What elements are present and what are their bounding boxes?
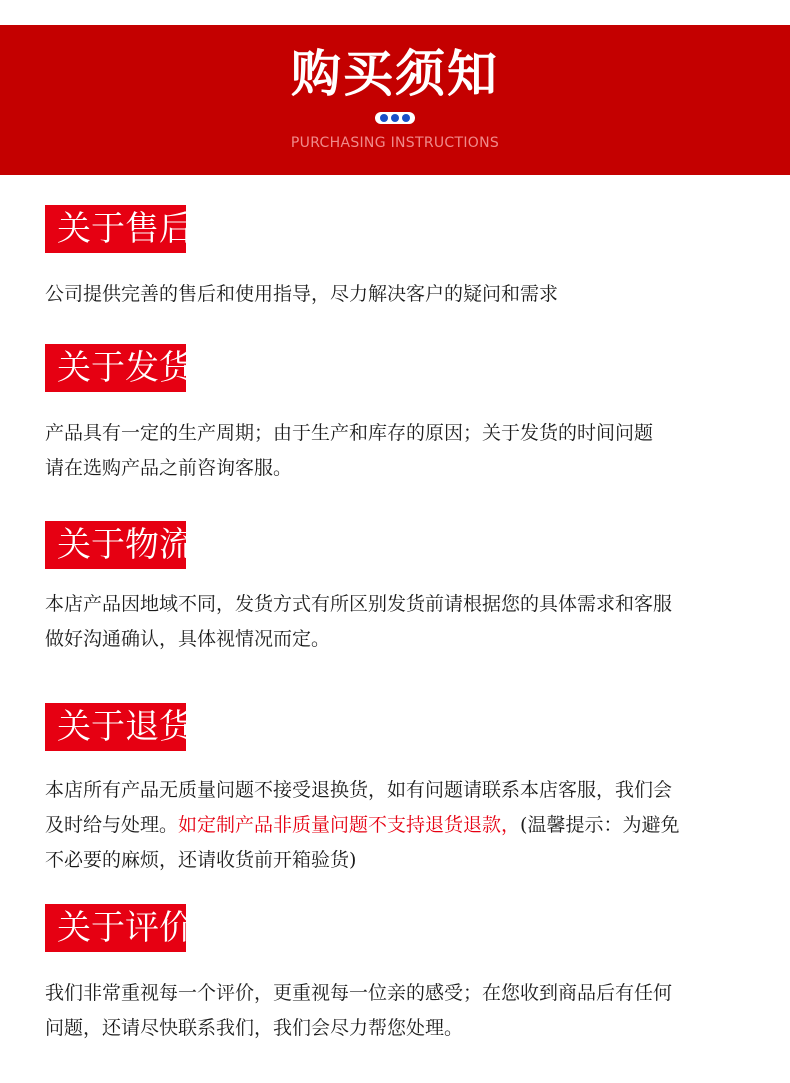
body-line: 我们非常重视每一个评价，更重视每一位亲的感受；在您收到商品后有任何	[45, 982, 673, 1004]
body-line: 做好沟通确认，具体视情况而定。	[45, 628, 331, 650]
body-line: 本店产品因地域不同，发货方式有所区别发货前请根据您的具体需求和客服	[45, 593, 673, 615]
body-line	[45, 808, 755, 843]
page-subtitle: PURCHASING INSTRUCTIONS	[290, 135, 500, 151]
section-after-sales	[45, 205, 755, 312]
body-line: 本店所有产品无质量问题不接受退换货，如有问题请联系本店客服，我们会	[45, 779, 673, 801]
section-title: 关于退货	[45, 703, 186, 751]
section-shipping	[45, 344, 755, 486]
section-body	[45, 277, 755, 312]
section-reviews	[45, 904, 755, 1046]
section-body	[45, 773, 755, 878]
dot-icon	[402, 114, 410, 122]
section-title: 关于发货	[45, 344, 186, 392]
body-line: 问题，还请尽快联系我们，我们会尽力帮您处理。	[45, 1017, 464, 1039]
body-text: 及时给与处理。	[45, 814, 179, 836]
decorative-dots	[375, 112, 415, 124]
body-text: (温馨提示：为避免	[520, 814, 680, 836]
section-body	[45, 976, 755, 1046]
section-title: 关于物流	[45, 521, 186, 569]
page-title: 购买须知	[291, 45, 499, 103]
section-title: 关于售后	[45, 205, 186, 253]
section-body	[45, 416, 755, 486]
dot-icon	[391, 114, 399, 122]
body-line: 公司提供完善的售后和使用指导，尽力解决客户的疑问和需求	[45, 283, 559, 305]
highlight-text: 如定制产品非质量问题不支持退货退款，	[178, 814, 521, 836]
body-line: 请在选购产品之前咨询客服。	[45, 457, 293, 479]
section-returns	[45, 703, 755, 878]
body-line: 不必要的麻烦，还请收货前开箱验货)	[45, 849, 357, 871]
section-body	[45, 587, 755, 657]
body-line: 产品具有一定的生产周期；由于生产和库存的原因；关于发货的时间问题	[45, 422, 654, 444]
section-title: 关于评价	[45, 904, 186, 952]
section-logistics	[45, 521, 755, 657]
header-banner	[0, 25, 790, 175]
dot-icon	[380, 114, 388, 122]
